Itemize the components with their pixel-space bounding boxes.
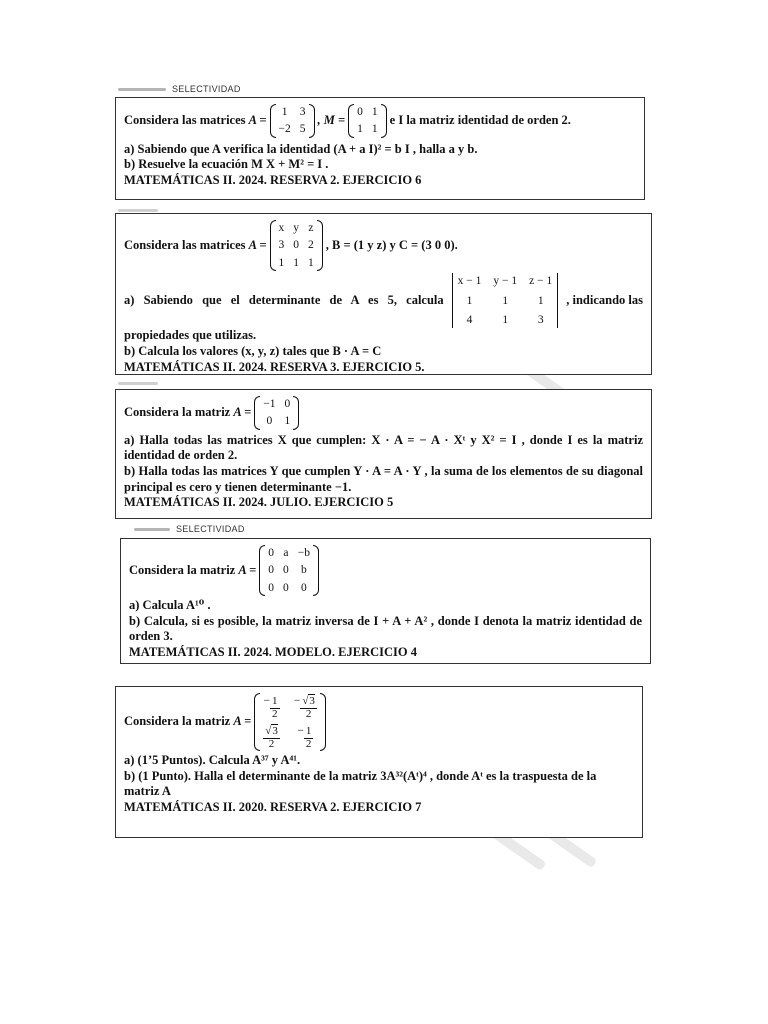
part-a: a) Sabiendo que el determinante de A es 5, calcula x − 1 y − 1 z − 1 1 1 1 4 1 3 , indicando las [124,273,643,328]
label-dash [134,528,170,531]
label-dash [118,209,158,212]
label-dash [118,88,166,91]
problem-box-1 [115,97,645,200]
part-b: b) (1 Punto). Halla el determinante de la matriz 3A³²(Aᵗ)⁴ , donde Aᵗ es la traspuesta de la matriz A [124,768,597,799]
determinant: x − 1 y − 1 z − 1 1 1 1 4 1 3 [450,273,561,328]
matrix-a: 1 3 −2 5 [270,104,315,138]
problem-intro: Considera la matriz A = −1 0 0 1 [124,396,643,430]
label-dash [118,382,158,385]
source-line: MATEMÁTICAS II. 2020. RESERVA 2. EJERCICIO 7 [124,800,422,815]
matrix-a: − $\frac{1}{2}$ − $\frac{√3}{2}$ $\frac{√3}{2}$ − $\frac{1}{2}$ [254,693,326,751]
source-line: MATEMÁTICAS II. 2024. RESERVA 3. EJERCICIO 5. [124,359,425,374]
problem-intro: Considera las matrices A = x y z 3 0 2 1 1 1 , B = (1 y z) y C = (3 0 0). [124,220,643,271]
part-a: a) Calcula A¹⁰ . [129,598,211,613]
matrix-a: −1 0 0 1 [254,396,299,430]
part-a: a) (1’5 Puntos). Calcula A³⁷ y A⁴¹. [124,753,301,768]
matrix-a: 0 a −b 0 0 b 0 0 0 [259,545,319,596]
matrix-m: 0 1 1 1 [348,104,387,138]
problem-box-3 [115,389,652,519]
part-b: b) Resuelve la ecuación M X + M² = I . [124,157,329,172]
part-b: b) Calcula, si es posible, la matriz inversa de I + A + A² , donde I denota la matriz identidad de orden 3. [129,613,642,644]
problem-box-4 [120,538,651,664]
source-line: MATEMÁTICAS II. 2024. MODELO. EJERCICIO 4 [129,645,417,659]
selectividad-label: SELECTIVIDAD [134,524,245,534]
selectividad-label: SELECTIVIDAD [118,84,241,94]
problem-box-2 [115,213,652,375]
label-dash-faint [118,378,164,388]
problem-intro: Considera la matriz A = 0 a −b 0 0 b 0 0 0 [129,545,642,596]
problem-intro: Considera las matrices A = 1 3 −2 5 , M = 0 1 1 1 e I la matriz identidad de orden 2. [124,104,636,138]
problem-box-5 [115,686,643,838]
source-line: MATEMÁTICAS II. 2024. RESERVA 2. EJERCICIO 6 [124,173,422,187]
matrix-a: x y z 3 0 2 1 1 1 [270,220,323,271]
part-a: a) Halla todas las matrices X que cumplen: X · A = − A · Xᵗ y X² = I , donde I es la matriz identidad de orden 2. [124,432,643,463]
part-a-cont: propiedades que utilizas. [124,328,257,343]
part-a: a) Sabiendo que A verifica la identidad (A + a I)² = b I , halla a y b. [124,141,478,156]
part-b: b) Calcula los valores (x, y, z) tales que B · A = C [124,343,382,358]
source-line: MATEMÁTICAS II. 2024. JULIO. EJERCICIO 5 [124,495,394,510]
problem-intro: Considera la matriz A = − $\frac{1}{2}$ − $\frac{√3}{2}$ $\frac{√3}{2}$ − $\frac{1}{2}$ [124,693,634,751]
part-b: b) Halla todas las matrices Y que cumplen Y · A = A · Y , la suma de los elementos de su diagonal principal es cero y tienen determinante −1. [124,464,643,494]
